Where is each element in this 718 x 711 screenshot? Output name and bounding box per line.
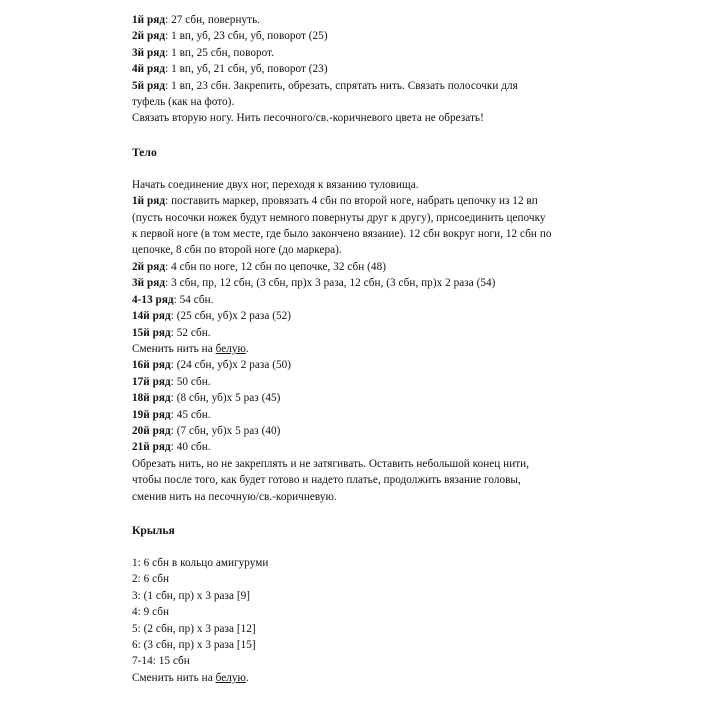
row-text: : 1 вп, 23 сбн. Закрепить, обрезать, спрятать нить. Связать полосочки для [165,79,518,92]
row-label: 16й ряд [132,359,171,372]
row-label: 15й ряд [132,326,171,339]
row-line [132,45,692,61]
row-line [132,12,692,28]
change-prefix: Сменить нить на [132,342,216,355]
row-line [132,390,692,406]
row-line [132,259,692,275]
row-label: 5й ряд [132,79,166,92]
row-text: : 1 вп, 25 сбн, поворот. [165,46,275,59]
row-text: : 1 вп, уб, 21 сбн, уб, поворот (23) [165,63,328,76]
wings-heading: Крылья [132,523,175,537]
row-text: : (8 сбн, уб)х 5 раз (45) [170,392,281,405]
row-label: 4й ряд [132,63,166,76]
wing-row: 4: 9 сбн [132,606,170,619]
closing-note: чтобы после того, как будет готово и надето платье, продолжить вязание головы, [132,474,521,487]
row-line [132,308,692,324]
row-text: : 52 сбн. [170,326,211,339]
row-line [132,423,692,439]
wing-row: 3: (1 сбн, пр) х 3 раза [9] [132,589,251,602]
row-text: : (7 сбн, уб)х 5 раз (40) [170,424,281,437]
wing-row: 1: 6 сбн в кольцо амигуруми [132,556,269,569]
row-text: : 27 сбн, повернуть. [165,14,261,26]
change-suffix: . [245,671,249,684]
row-continuation: к первой ноге (в том месте, где было закончено вязание). 12 сбн вокруг ноги, 12 сбн по [132,228,552,241]
row-text: : 54 сбн. [173,293,214,306]
row-label: 17й ряд [132,375,171,388]
color-word: белую [215,671,246,684]
wing-row: 5: (2 сбн, пр) х 3 раза [12] [132,622,256,635]
row-line [132,78,692,94]
row-text: : 3 сбн, пр, 12 сбн, (3 сбн, пр)х 3 раза, 12 сбн, (3 сбн, пр)х 2 раза (54) [165,277,496,290]
row-label: 14й ряд [132,310,171,323]
wing-row: 7-14: 15 сбн [132,655,190,668]
row-continuation: туфель (как на фото). [132,96,235,109]
body-heading: Тело [132,145,157,159]
row-text: : 40 сбн. [170,441,211,454]
wing-row: 6: (3 сбн, пр) х 3 раза [15] [132,639,256,651]
document-page [132,12,692,686]
row-text: : 1 вп, уб, 23 сбн, уб, поворот (25) [165,30,328,43]
change-color-note [132,670,692,686]
row-text: : 4 сбн по ноге, 12 сбн по цепочке, 32 сбн (48) [165,260,386,273]
legs-section [132,12,692,127]
row-label: 1й ряд [132,14,166,26]
row-line [132,325,692,341]
row-continuation: цепочке, 8 сбн по второй ноге (до маркера). [132,244,342,257]
wings-section [132,555,692,686]
row-text: : (25 сбн, уб)х 2 раза (52) [170,310,292,323]
row-line [132,292,692,308]
row-label: 3й ряд [132,277,166,290]
row-text: : поставить маркер, провязать 4 сбн по второй ноге, набрать цепочку из 12 вп [165,195,538,208]
row-line [132,193,692,209]
row-text: : (24 сбн, уб)х 2 раза (50) [170,359,292,372]
row-label: 2й ряд [132,260,166,273]
wing-row: 2: 6 сбн [132,573,170,586]
change-suffix: . [245,342,249,355]
row-label: 20й ряд [132,424,171,437]
final-note: Связать вторую ногу. Нить песочного/св.-коричневого цвета не обрезать! [132,112,484,125]
closing-note: сменив нить на песочную/св.-коричневую. [132,490,337,503]
row-label: 2й ряд [132,30,166,43]
row-label: 4-13 ряд [132,293,174,306]
row-text: : 45 сбн. [170,408,211,421]
body-section [132,177,692,505]
closing-note: Обрезать нить, но не закреплять и не затягивать. Оставить небольшой конец нити, [132,457,530,470]
row-continuation: (пусть носочки ножек будут немного повернуты друг к другу), присоединить цепочку [132,211,546,224]
row-label: 1й ряд [132,195,166,208]
change-prefix: Сменить нить на [132,671,216,684]
row-line [132,357,692,373]
change-color-note [132,341,692,357]
row-text: : 50 сбн. [170,375,211,388]
row-line [132,61,692,77]
row-label: 18й ряд [132,392,171,405]
row-line [132,374,692,390]
row-line [132,275,692,291]
row-line [132,439,692,455]
row-line [132,28,692,44]
row-label: 3й ряд [132,46,166,59]
row-label: 19й ряд [132,408,171,421]
color-word: белую [215,342,246,355]
row-label: 21й ряд [132,441,171,454]
body-intro: Начать соединение двух ног, переходя к вязанию туловища. [132,178,419,191]
row-line [132,407,692,423]
